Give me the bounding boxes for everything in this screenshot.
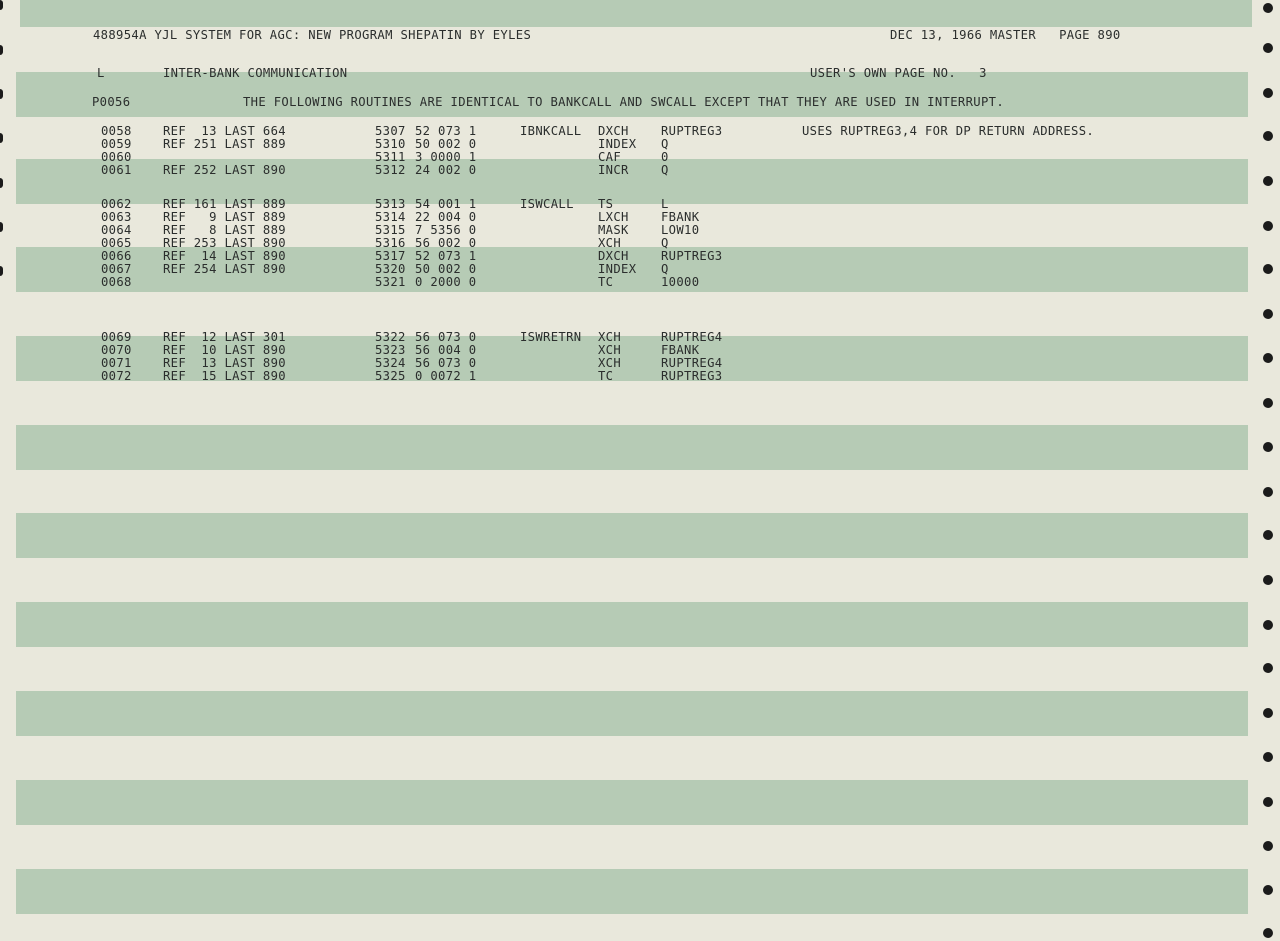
listing-addr: 5307 bbox=[375, 124, 406, 138]
listing-code: 54 001 1 bbox=[415, 197, 477, 211]
listing-ref: REF 161 LAST 889 bbox=[163, 197, 286, 211]
listing-operand: FBANK bbox=[661, 210, 700, 224]
listing-code: 7 5356 0 bbox=[415, 223, 477, 237]
listing-addr: 5315 bbox=[375, 223, 406, 237]
feed-hole-icon bbox=[1263, 131, 1273, 141]
listing-addr: 5316 bbox=[375, 236, 406, 250]
listing-addr: 5317 bbox=[375, 249, 406, 263]
listing-code: 24 002 0 bbox=[415, 163, 477, 177]
listing-line: 0062 bbox=[101, 197, 132, 211]
feed-hole-icon bbox=[1263, 663, 1273, 673]
listing-label: ISWRETRN bbox=[520, 330, 582, 344]
listing-operand: 10000 bbox=[661, 275, 700, 289]
listing-addr: 5325 bbox=[375, 369, 406, 383]
feed-hole-icon bbox=[1263, 708, 1273, 718]
listing-op: XCH bbox=[598, 343, 622, 357]
listing-addr: 5322 bbox=[375, 330, 406, 344]
listing-code: 50 002 0 bbox=[415, 262, 477, 276]
listing-addr: 5310 bbox=[375, 137, 406, 151]
listing-code: 22 004 0 bbox=[415, 210, 477, 224]
listing-addr: 5321 bbox=[375, 275, 406, 289]
listing-line: 0063 bbox=[101, 210, 132, 224]
listing-ref: REF 254 LAST 890 bbox=[163, 262, 286, 276]
feed-hole-icon bbox=[1263, 885, 1273, 895]
listing-operand: LOW10 bbox=[661, 223, 700, 237]
listing-operand: FBANK bbox=[661, 343, 700, 357]
listing-line: 0071 bbox=[101, 356, 132, 370]
listing-line: 0059 bbox=[101, 137, 132, 151]
listing-op: LXCH bbox=[598, 210, 629, 224]
listing-ref: REF 8 LAST 889 bbox=[163, 223, 286, 237]
feed-hole-icon bbox=[1263, 928, 1273, 938]
listing-operand: RUPTREG4 bbox=[661, 356, 723, 370]
listing-addr: 5312 bbox=[375, 163, 406, 177]
section-marker: L bbox=[97, 66, 105, 80]
listing-code: 3 0000 1 bbox=[415, 150, 477, 164]
listing-op: TC bbox=[598, 275, 614, 289]
listing-line: 0061 bbox=[101, 163, 132, 177]
feed-hole-icon bbox=[1263, 176, 1273, 186]
listing-addr: 5320 bbox=[375, 262, 406, 276]
listing-addr: 5311 bbox=[375, 150, 406, 164]
listing-ref: REF 9 LAST 889 bbox=[163, 210, 286, 224]
listing-op: XCH bbox=[598, 330, 622, 344]
feed-hole-icon bbox=[1263, 221, 1273, 231]
listing-ref: REF 12 LAST 301 bbox=[163, 330, 286, 344]
listing-operand: Q bbox=[661, 236, 669, 250]
feed-hole-icon bbox=[1263, 264, 1273, 274]
feed-hole-icon bbox=[1263, 752, 1273, 762]
listing-label: IBNKCALL bbox=[520, 124, 582, 138]
listing-op: INCR bbox=[598, 163, 629, 177]
listing-line: 0070 bbox=[101, 343, 132, 357]
listing-line: 0060 bbox=[101, 150, 132, 164]
listing-op: TC bbox=[598, 369, 614, 383]
listing-operand: RUPTREG3 bbox=[661, 369, 723, 383]
listing-op: TS bbox=[598, 197, 614, 211]
listing-ref: REF 13 LAST 664 bbox=[163, 124, 286, 138]
listing-ref: REF 14 LAST 890 bbox=[163, 249, 286, 263]
edge-hole-icon bbox=[0, 266, 3, 276]
edge-hole-icon bbox=[0, 45, 3, 55]
edge-hole-icon bbox=[0, 178, 3, 188]
feed-hole-icon bbox=[1263, 442, 1273, 452]
listing-operand: L bbox=[661, 197, 669, 211]
green-band bbox=[16, 425, 1248, 470]
listing-ref: REF 252 LAST 890 bbox=[163, 163, 286, 177]
listing-op: MASK bbox=[598, 223, 629, 237]
feed-hole-icon bbox=[1263, 575, 1273, 585]
listing-line: 0072 bbox=[101, 369, 132, 383]
listing-code: 52 073 1 bbox=[415, 249, 477, 263]
feed-hole-icon bbox=[1263, 3, 1273, 13]
green-band bbox=[16, 513, 1248, 558]
feed-hole-icon bbox=[1263, 309, 1273, 319]
listing-ref: REF 13 LAST 890 bbox=[163, 356, 286, 370]
listing-line: 0065 bbox=[101, 236, 132, 250]
edge-hole-icon bbox=[0, 222, 3, 232]
listing-comment: USES RUPTREG3,4 FOR DP RETURN ADDRESS. bbox=[802, 124, 1095, 138]
listing-operand: Q bbox=[661, 137, 669, 151]
feed-hole-icon bbox=[1263, 797, 1273, 807]
listing-operand: 0 bbox=[661, 150, 669, 164]
listing-op: DXCH bbox=[598, 249, 629, 263]
feed-hole-icon bbox=[1263, 353, 1273, 363]
listing-addr: 5323 bbox=[375, 343, 406, 357]
listing-op: XCH bbox=[598, 236, 622, 250]
listing-code: 0 2000 0 bbox=[415, 275, 477, 289]
listing-addr: 5324 bbox=[375, 356, 406, 370]
listing-operand: RUPTREG3 bbox=[661, 249, 723, 263]
green-band bbox=[16, 602, 1248, 647]
listing-code: 56 073 0 bbox=[415, 330, 477, 344]
edge-hole-icon bbox=[0, 89, 3, 99]
user-page-number: USER'S OWN PAGE NO. 3 bbox=[810, 66, 987, 80]
feed-hole-icon bbox=[1263, 620, 1273, 630]
listing-line: 0058 bbox=[101, 124, 132, 138]
feed-hole-icon bbox=[1263, 43, 1273, 53]
listing-line: 0067 bbox=[101, 262, 132, 276]
listing-code: 52 073 1 bbox=[415, 124, 477, 138]
green-band bbox=[20, 0, 1252, 27]
listing-code: 56 073 0 bbox=[415, 356, 477, 370]
listing-ref: REF 15 LAST 890 bbox=[163, 369, 286, 383]
listing-addr: 5314 bbox=[375, 210, 406, 224]
listing-code: 56 004 0 bbox=[415, 343, 477, 357]
listing-code: 0 0072 1 bbox=[415, 369, 477, 383]
listing-addr: 5313 bbox=[375, 197, 406, 211]
listing-op: DXCH bbox=[598, 124, 629, 138]
listing-code: 56 002 0 bbox=[415, 236, 477, 250]
feed-hole-icon bbox=[1263, 487, 1273, 497]
listing-ref: REF 251 LAST 889 bbox=[163, 137, 286, 151]
feed-hole-icon bbox=[1263, 530, 1273, 540]
listing-op: CAF bbox=[598, 150, 622, 164]
listing-ref: REF 253 LAST 890 bbox=[163, 236, 286, 250]
feed-hole-icon bbox=[1263, 398, 1273, 408]
listing-op: XCH bbox=[598, 356, 622, 370]
section-title: INTER-BANK COMMUNICATION bbox=[163, 66, 348, 80]
feed-hole-icon bbox=[1263, 841, 1273, 851]
listing-op: INDEX bbox=[598, 262, 637, 276]
green-band bbox=[16, 691, 1248, 736]
green-band bbox=[16, 780, 1248, 825]
comment-line-text: THE FOLLOWING ROUTINES ARE IDENTICAL TO BANKCALL AND SWCALL EXCEPT THAT THEY ARE USED IN INTERRUPT. bbox=[243, 95, 1005, 109]
page-header-right: DEC 13, 1966 MASTER PAGE 890 bbox=[890, 28, 1121, 42]
listing-label: ISWCALL bbox=[520, 197, 574, 211]
listing-operand: Q bbox=[661, 163, 669, 177]
page-header-left: 488954A YJL SYSTEM FOR AGC: NEW PROGRAM SHEPATIN BY EYLES bbox=[93, 28, 532, 42]
listing-line: 0069 bbox=[101, 330, 132, 344]
listing-ref: REF 10 LAST 890 bbox=[163, 343, 286, 357]
listing-operand: RUPTREG4 bbox=[661, 330, 723, 344]
green-band bbox=[16, 869, 1248, 914]
listing-line: 0064 bbox=[101, 223, 132, 237]
edge-hole-icon bbox=[0, 0, 3, 10]
comment-line-number: P0056 bbox=[92, 95, 131, 109]
edge-hole-icon bbox=[0, 133, 3, 143]
listing-operand: Q bbox=[661, 262, 669, 276]
listing-code: 50 002 0 bbox=[415, 137, 477, 151]
listing-line: 0068 bbox=[101, 275, 132, 289]
listing-operand: RUPTREG3 bbox=[661, 124, 723, 138]
listing-op: INDEX bbox=[598, 137, 637, 151]
feed-hole-icon bbox=[1263, 88, 1273, 98]
listing-line: 0066 bbox=[101, 249, 132, 263]
